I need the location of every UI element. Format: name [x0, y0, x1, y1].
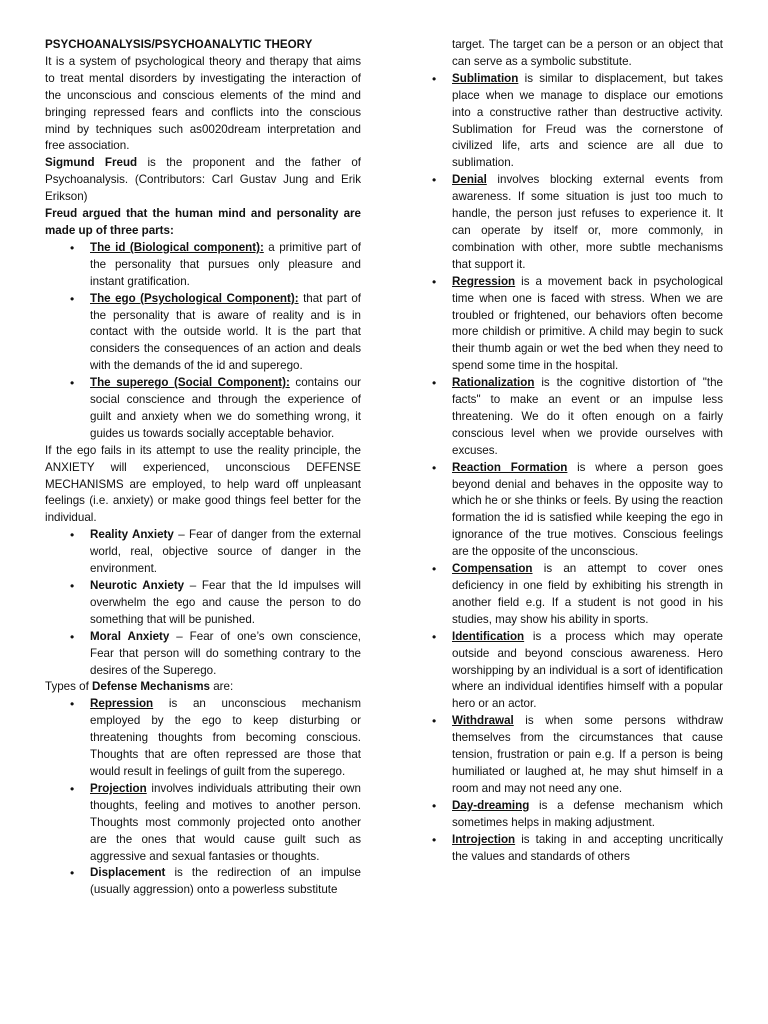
mechanism-text: is a movement back in psychological time when one is faced with stress. When we are troubled or frightened, our behaviors often become more childish or primitive. A child may begin to suck their thumb again or wet the bed when they need to spend some time in the hospital. [452, 274, 723, 373]
mechanism-text: is an attempt to cover ones deficiency in one field by exhibiting his strength in another field e.g. If a student is not good in his studies, may show his ability in sports. [452, 562, 723, 626]
parts-heading: Freud argued that the human mind and personality are made up of three parts: [45, 207, 361, 237]
mechanism-text: is the cognitive distortion of "the facts" to make an event or an impulse less threatening. We do it often enough on a fairly conscious level when we provide ourselves with excuses. [452, 376, 723, 457]
list-item [90, 291, 361, 376]
anxiety-term: Reality Anxiety [90, 528, 174, 542]
mechanism-text: is taking in and accepting uncritically the values and standards of others [452, 832, 723, 863]
anxiety-paragraph: If the ego fails in its attempt to use the reality principle, the ANXIETY will experienced, unconscious DEFENSE MECHANISMS are employed, to help ward off unpleasant feelings (i.e. anxiety) or make good things feel better for the individual. [45, 443, 361, 525]
part-text: a primitive part of the personality that pursues only pleasure and instant gratification. [90, 240, 361, 288]
mechanism-text: is a defense mechanism which sometimes helps in making adjustment. [452, 798, 723, 829]
mechanism-term: Sublimation [452, 71, 519, 85]
list-item [452, 274, 723, 375]
document-title: PSYCHOANALYSIS/PSYCHOANALYTIC THEORY [45, 38, 313, 51]
list-item [452, 629, 723, 714]
left-column [45, 37, 361, 899]
list-item [452, 71, 723, 172]
freud-paragraph [45, 155, 361, 206]
mechanism-term: Projection [90, 781, 147, 795]
part-term: The id (Biological component): [90, 240, 264, 254]
list-item [452, 172, 723, 273]
freud-text: is the proponent and the father of Psychoanalysis. (Contributors: Carl Gustav Jung and Erik Erikson) [45, 156, 361, 204]
list-item [90, 527, 361, 578]
mechanism-term: Reaction Formation [452, 460, 568, 474]
mechanism-term: Day-dreaming [452, 798, 530, 812]
mechanism-text: involves blocking external events from awareness. If some situation is just too much to handle, the person just refuses to experience it. It can operate by itself or, more commonly, in combination with other, more subtle mechanisms that support it. [452, 173, 723, 271]
mechanism-term: Compensation [452, 562, 533, 576]
types-prefix: Types of [45, 680, 93, 694]
mechanism-text: is an unconscious mechanism employed by the ego to keep disturbing or threatening thoughts from becoming conscious. Thoughts that are often repressed are those that would result in feelings of guilt from the superego. [90, 697, 361, 778]
part-term: The ego (Psychological Component): [90, 291, 299, 305]
anxiety-text: – Fear of danger from the external world, real, objective source of danger in the environment. [90, 528, 361, 576]
mechanism-term: Displacement [90, 866, 166, 880]
list-item [90, 375, 361, 443]
right-column [407, 37, 723, 865]
mechanism-term: Withdrawal [452, 714, 514, 728]
personality-parts-list [90, 240, 361, 443]
defense-mechanisms-list-right [452, 37, 723, 865]
types-heading [45, 679, 361, 696]
displacement-continuation: target. The target can be a person or an object that can serve as a symbolic substitute. [452, 38, 723, 68]
list-item [90, 865, 361, 899]
anxiety-list [90, 527, 361, 679]
mechanism-term: Denial [452, 173, 487, 187]
defense-mechanisms-list-left [90, 696, 361, 899]
part-text: contains our social conscience and through the experience of guilt and anxiety when we do something wrong, it guides us towards socially acceptable behavior. [90, 376, 361, 440]
list-item [90, 696, 361, 781]
mechanism-text: is the redirection of an impulse (usually aggression) onto a powerless substitute [90, 866, 361, 897]
list-item [452, 798, 723, 832]
intro-paragraph: It is a system of psychological theory and therapy that aims to treat mental disorders by investigating the interaction of the unconscious and conscious elements of the mind and bringing repressed fears and conflicts into the conscious mind by techniques such as0020dream interpretation and free association. [45, 54, 361, 153]
list-item [452, 561, 723, 629]
anxiety-text: – Fear that the Id impulses will overwhelm the ego and cause the person to do something that will be punished. [90, 579, 361, 626]
list-item [90, 629, 361, 680]
mechanism-term: Introjection [452, 832, 516, 846]
list-item [452, 713, 723, 798]
anxiety-text: – Fear of one’s own conscience, Fear that person will do something contrary to the desires of the Superego. [90, 629, 362, 677]
anxiety-term: Neurotic Anxiety [90, 579, 185, 592]
list-item [90, 240, 361, 291]
types-suffix: are: [209, 680, 234, 694]
mechanism-text: is when some persons withdraw themselves from the circumstances that cause tension, frustration or pain e.g. If a person is being humiliated or laughed at, he may shut himself in a room and may not need any one. [452, 714, 723, 795]
mechanism-text: is similar to displacement, but takes place when we manage to displace our emotions into a constructive rather than destructive activity. Sublimation for Freud was the cornerstone of civilized life, arts and science are all due to sublimation. [452, 71, 723, 170]
list-item [452, 832, 723, 866]
list-item [90, 781, 361, 866]
mechanism-term: Repression [90, 697, 154, 711]
part-text: that part of the personality that is aware of reality and is in contact with the outside world. It is the part that considers the consequences of an action and deals with the demands of the id and superego. [90, 291, 361, 373]
freud-name: Sigmund Freud [45, 156, 138, 170]
types-term: Defense Mechanisms [92, 680, 210, 694]
mechanism-text: involves individuals attributing their own thoughts, feeling and motives to another person. Thoughts most commonly projected onto another are the ones that would cause guilt such as aggressive and sexual fantasies or thoughts. [90, 781, 361, 863]
mechanism-term: Identification [452, 629, 525, 643]
mechanism-text: is where a person goes beyond denial and behaves in the opposite way to which he or she thinks or feels. By using the reaction formation the id is satisfied while keeping the ego in ignorance of the true motives. Conscious feelings are the opposite of the unconscious. [452, 460, 723, 559]
list-item [90, 578, 361, 629]
anxiety-term: Moral Anxiety [90, 629, 170, 643]
mechanism-text: is a process which may operate outside and beyond conscious awareness. Hero worshipping by an individual is a sort of identification where an individual identifies himself with a popular hero or an actor. [452, 629, 723, 711]
list-item [452, 460, 723, 561]
list-item [452, 375, 723, 460]
part-term: The superego (Social Component): [90, 376, 290, 390]
mechanism-term: Rationalization [452, 376, 535, 390]
mechanism-term: Regression [452, 274, 516, 288]
